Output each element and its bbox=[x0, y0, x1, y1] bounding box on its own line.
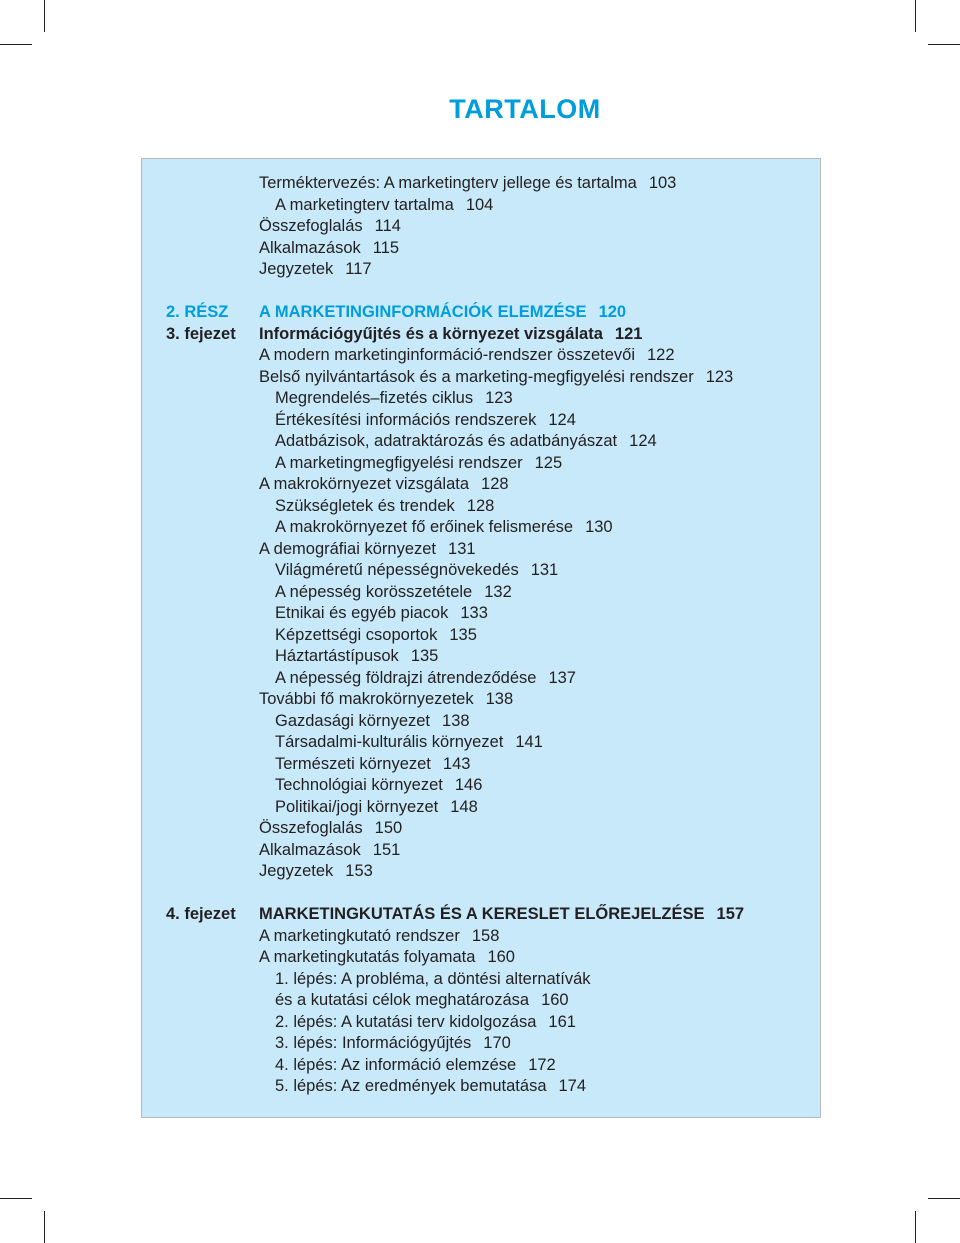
toc-entry-page: 131 bbox=[530, 561, 559, 579]
toc-entry-page: 124 bbox=[548, 410, 576, 429]
toc-entry-title: Háztartástípusok bbox=[275, 647, 399, 665]
toc-entry-page: 128 bbox=[466, 496, 495, 515]
crop-mark bbox=[44, 0, 45, 32]
toc-entry bbox=[142, 860, 820, 882]
toc-entry bbox=[142, 688, 820, 710]
toc-entry-title: 5. lépés: Az eredmények bemutatása bbox=[275, 1077, 547, 1095]
toc-entry bbox=[142, 258, 820, 280]
toc-entry bbox=[142, 430, 820, 452]
toc-entry-page: 104 bbox=[465, 195, 494, 214]
toc-entry-label: 3. fejezet bbox=[166, 324, 236, 343]
toc-entry bbox=[142, 473, 820, 495]
toc-entry bbox=[142, 1032, 820, 1054]
toc-entry-page: 133 bbox=[460, 604, 488, 622]
toc-entry-title: Etnikai és egyéb piacok bbox=[275, 604, 449, 622]
crop-mark bbox=[928, 44, 960, 45]
toc-entry-title: A marketingkutatás folyamata bbox=[259, 948, 476, 966]
toc-entry-title: Adatbázisok, adatraktározás és adatbányászat bbox=[275, 432, 618, 450]
toc-entry bbox=[142, 796, 820, 818]
toc-entry-title: Szükségletek és trendek bbox=[275, 496, 455, 515]
toc-entry-title: 4. lépés: Az információ elemzése bbox=[275, 1055, 517, 1074]
toc-entry-title: Alkalmazások bbox=[259, 840, 361, 859]
toc-entry-title: Alkalmazások bbox=[259, 238, 361, 257]
toc-entry bbox=[142, 559, 820, 581]
toc-entry-page: 117 bbox=[345, 260, 372, 278]
toc-entry bbox=[142, 817, 820, 839]
toc-entry-title: Jegyzetek bbox=[259, 862, 334, 880]
toc-entry-title: A demográfiai környezet bbox=[259, 539, 437, 558]
toc-entry-title: A népesség korösszetétele bbox=[275, 582, 473, 601]
toc-entry bbox=[142, 344, 820, 366]
toc-entry bbox=[142, 323, 820, 345]
toc-entry bbox=[142, 194, 820, 216]
toc-entry bbox=[142, 731, 820, 753]
crop-mark bbox=[44, 1211, 45, 1243]
toc-entry-page: 123 bbox=[705, 367, 734, 386]
toc-entry bbox=[142, 516, 820, 538]
toc-entry-page: 160 bbox=[487, 948, 515, 966]
toc-entry-title: A marketingkutató rendszer bbox=[259, 926, 460, 945]
toc-entry bbox=[142, 602, 820, 624]
toc-entry-title: A modern marketinginformáció-rendszer összetevői bbox=[259, 346, 635, 364]
toc-entry bbox=[142, 946, 820, 968]
toc-entry-title: Jegyzetek bbox=[259, 260, 334, 278]
toc-entry bbox=[142, 1054, 820, 1076]
toc-entry bbox=[142, 409, 820, 431]
toc-entry-title: Megrendelés–fizetés ciklus bbox=[275, 389, 474, 407]
toc-entry-page: 161 bbox=[548, 1012, 576, 1031]
toc-entry-title: Világméretű népességnövekedés bbox=[275, 561, 519, 579]
toc-entry bbox=[142, 452, 820, 474]
toc-entry-page: 150 bbox=[374, 819, 403, 837]
toc-entry-page: 114 bbox=[374, 217, 401, 235]
toc-entry-page: 137 bbox=[548, 668, 576, 687]
toc-entry-page: 115 bbox=[372, 238, 400, 257]
toc-entry-page: 120 bbox=[598, 303, 627, 321]
toc-entry bbox=[142, 538, 820, 560]
toc-entry bbox=[142, 366, 820, 388]
toc-entry-title: 2. lépés: A kutatási terv kidolgozása bbox=[275, 1012, 537, 1031]
toc-entry-page: 157 bbox=[716, 905, 745, 923]
toc-entry bbox=[142, 237, 820, 259]
toc-entry-label: 2. RÉSZ bbox=[166, 303, 229, 321]
toc-entry bbox=[142, 774, 820, 796]
toc-entry-title: és a kutatási célok meghatározása bbox=[275, 991, 530, 1009]
toc-entry bbox=[142, 925, 820, 947]
crop-mark bbox=[915, 0, 916, 32]
toc-panel bbox=[141, 158, 821, 1118]
toc-entry-title: További fő makrokörnyezetek bbox=[259, 690, 474, 708]
toc-entry-page: 160 bbox=[541, 991, 569, 1009]
toc-entry-page: 135 bbox=[410, 647, 439, 665]
toc-entry bbox=[142, 989, 820, 1011]
toc-entry bbox=[142, 645, 820, 667]
toc-entry-page: 170 bbox=[483, 1034, 511, 1052]
toc-entry-page: 123 bbox=[485, 389, 513, 407]
toc-entry-page: 128 bbox=[481, 475, 509, 493]
toc-entry-title: MARKETINGKUTATÁS ÉS A KERESLET ELŐREJELZÉSE bbox=[259, 905, 705, 923]
toc-entry-page: 153 bbox=[345, 862, 373, 880]
toc-entry-title: A makrokörnyezet vizsgálata bbox=[259, 475, 470, 493]
toc-entry bbox=[142, 903, 820, 925]
toc-entry-title: A marketingterv tartalma bbox=[275, 195, 454, 214]
toc-entry-title: Belső nyilvántartások és a marketing-megfigyelési rendszer bbox=[259, 367, 694, 386]
toc-entry-page: 130 bbox=[585, 518, 613, 536]
toc-entry bbox=[142, 172, 820, 194]
toc-entry bbox=[142, 581, 820, 603]
toc-entry-page: 121 bbox=[614, 324, 643, 343]
toc-entry-title: Gazdasági környezet bbox=[275, 711, 431, 730]
toc-entry-title: A népesség földrajzi átrendeződése bbox=[275, 668, 537, 687]
toc-entry-title: Összefoglalás bbox=[259, 217, 363, 235]
toc-entry-title: Politikai/jogi környezet bbox=[275, 797, 439, 816]
toc-entry bbox=[142, 1075, 820, 1097]
toc-entry-page: 138 bbox=[485, 690, 514, 708]
toc-entry bbox=[142, 387, 820, 409]
toc-entry-page: 103 bbox=[648, 174, 677, 192]
toc-entry-page: 124 bbox=[629, 432, 657, 450]
toc-entry-title: 3. lépés: Információgyűjtés bbox=[275, 1034, 472, 1052]
toc-entry bbox=[142, 710, 820, 732]
toc-entry-title: 1. lépés: A probléma, a döntési alternatívák bbox=[275, 969, 591, 988]
toc-entry-title: A makrokörnyezet fő erőinek felismerése bbox=[275, 518, 574, 536]
toc-entry-page: 135 bbox=[449, 625, 477, 644]
toc-entry-page: 138 bbox=[442, 711, 470, 730]
toc-entry-title: Terméktervezés: A marketingterv jellege és tartalma bbox=[259, 174, 637, 192]
toc-entry-page: 141 bbox=[515, 733, 543, 751]
toc-entry-page: 132 bbox=[484, 582, 512, 601]
toc-entry bbox=[142, 215, 820, 237]
toc-entry bbox=[142, 667, 820, 689]
toc-entry-page: 131 bbox=[448, 539, 476, 558]
toc-entry-page: 172 bbox=[528, 1055, 556, 1074]
toc-entry bbox=[142, 301, 820, 323]
toc-entry bbox=[142, 495, 820, 517]
toc-entry-page: 158 bbox=[471, 926, 500, 945]
toc-entry bbox=[142, 753, 820, 775]
toc-entry-title: Természeti környezet bbox=[275, 754, 431, 773]
toc-entry-page: 122 bbox=[647, 346, 675, 364]
toc-entry-title: Értékesítési információs rendszerek bbox=[275, 410, 537, 429]
toc-entry-title: Társadalmi-kulturális környezet bbox=[275, 733, 504, 751]
page-title: TARTALOM bbox=[449, 94, 601, 124]
toc-entry-title: Összefoglalás bbox=[259, 819, 363, 837]
crop-mark bbox=[915, 1211, 916, 1243]
toc-entry-page: 125 bbox=[534, 453, 563, 472]
toc-entry bbox=[142, 968, 820, 990]
toc-entry-label: 4. fejezet bbox=[166, 905, 236, 923]
crop-mark bbox=[0, 1198, 32, 1199]
crop-mark bbox=[0, 44, 32, 45]
toc-entry bbox=[142, 839, 820, 861]
toc-entry bbox=[142, 624, 820, 646]
toc-entry-title: A MARKETINGINFORMÁCIÓK ELEMZÉSE bbox=[259, 303, 587, 321]
crop-mark bbox=[928, 1198, 960, 1199]
toc-entry-title: A marketingmegfigyelési rendszer bbox=[275, 453, 523, 472]
toc-entry-title: Információgyűjtés és a környezet vizsgálata bbox=[259, 324, 603, 343]
toc-entry bbox=[142, 1011, 820, 1033]
toc-entry-title: Képzettségi csoportok bbox=[275, 625, 438, 644]
toc-entry-title: Technológiai környezet bbox=[275, 776, 443, 794]
toc-entry-page: 146 bbox=[454, 776, 483, 794]
toc-entry-page: 143 bbox=[442, 754, 471, 773]
toc-entry-page: 174 bbox=[558, 1077, 587, 1095]
toc-entry-page: 148 bbox=[450, 797, 478, 816]
toc-entry-page: 151 bbox=[372, 840, 401, 859]
